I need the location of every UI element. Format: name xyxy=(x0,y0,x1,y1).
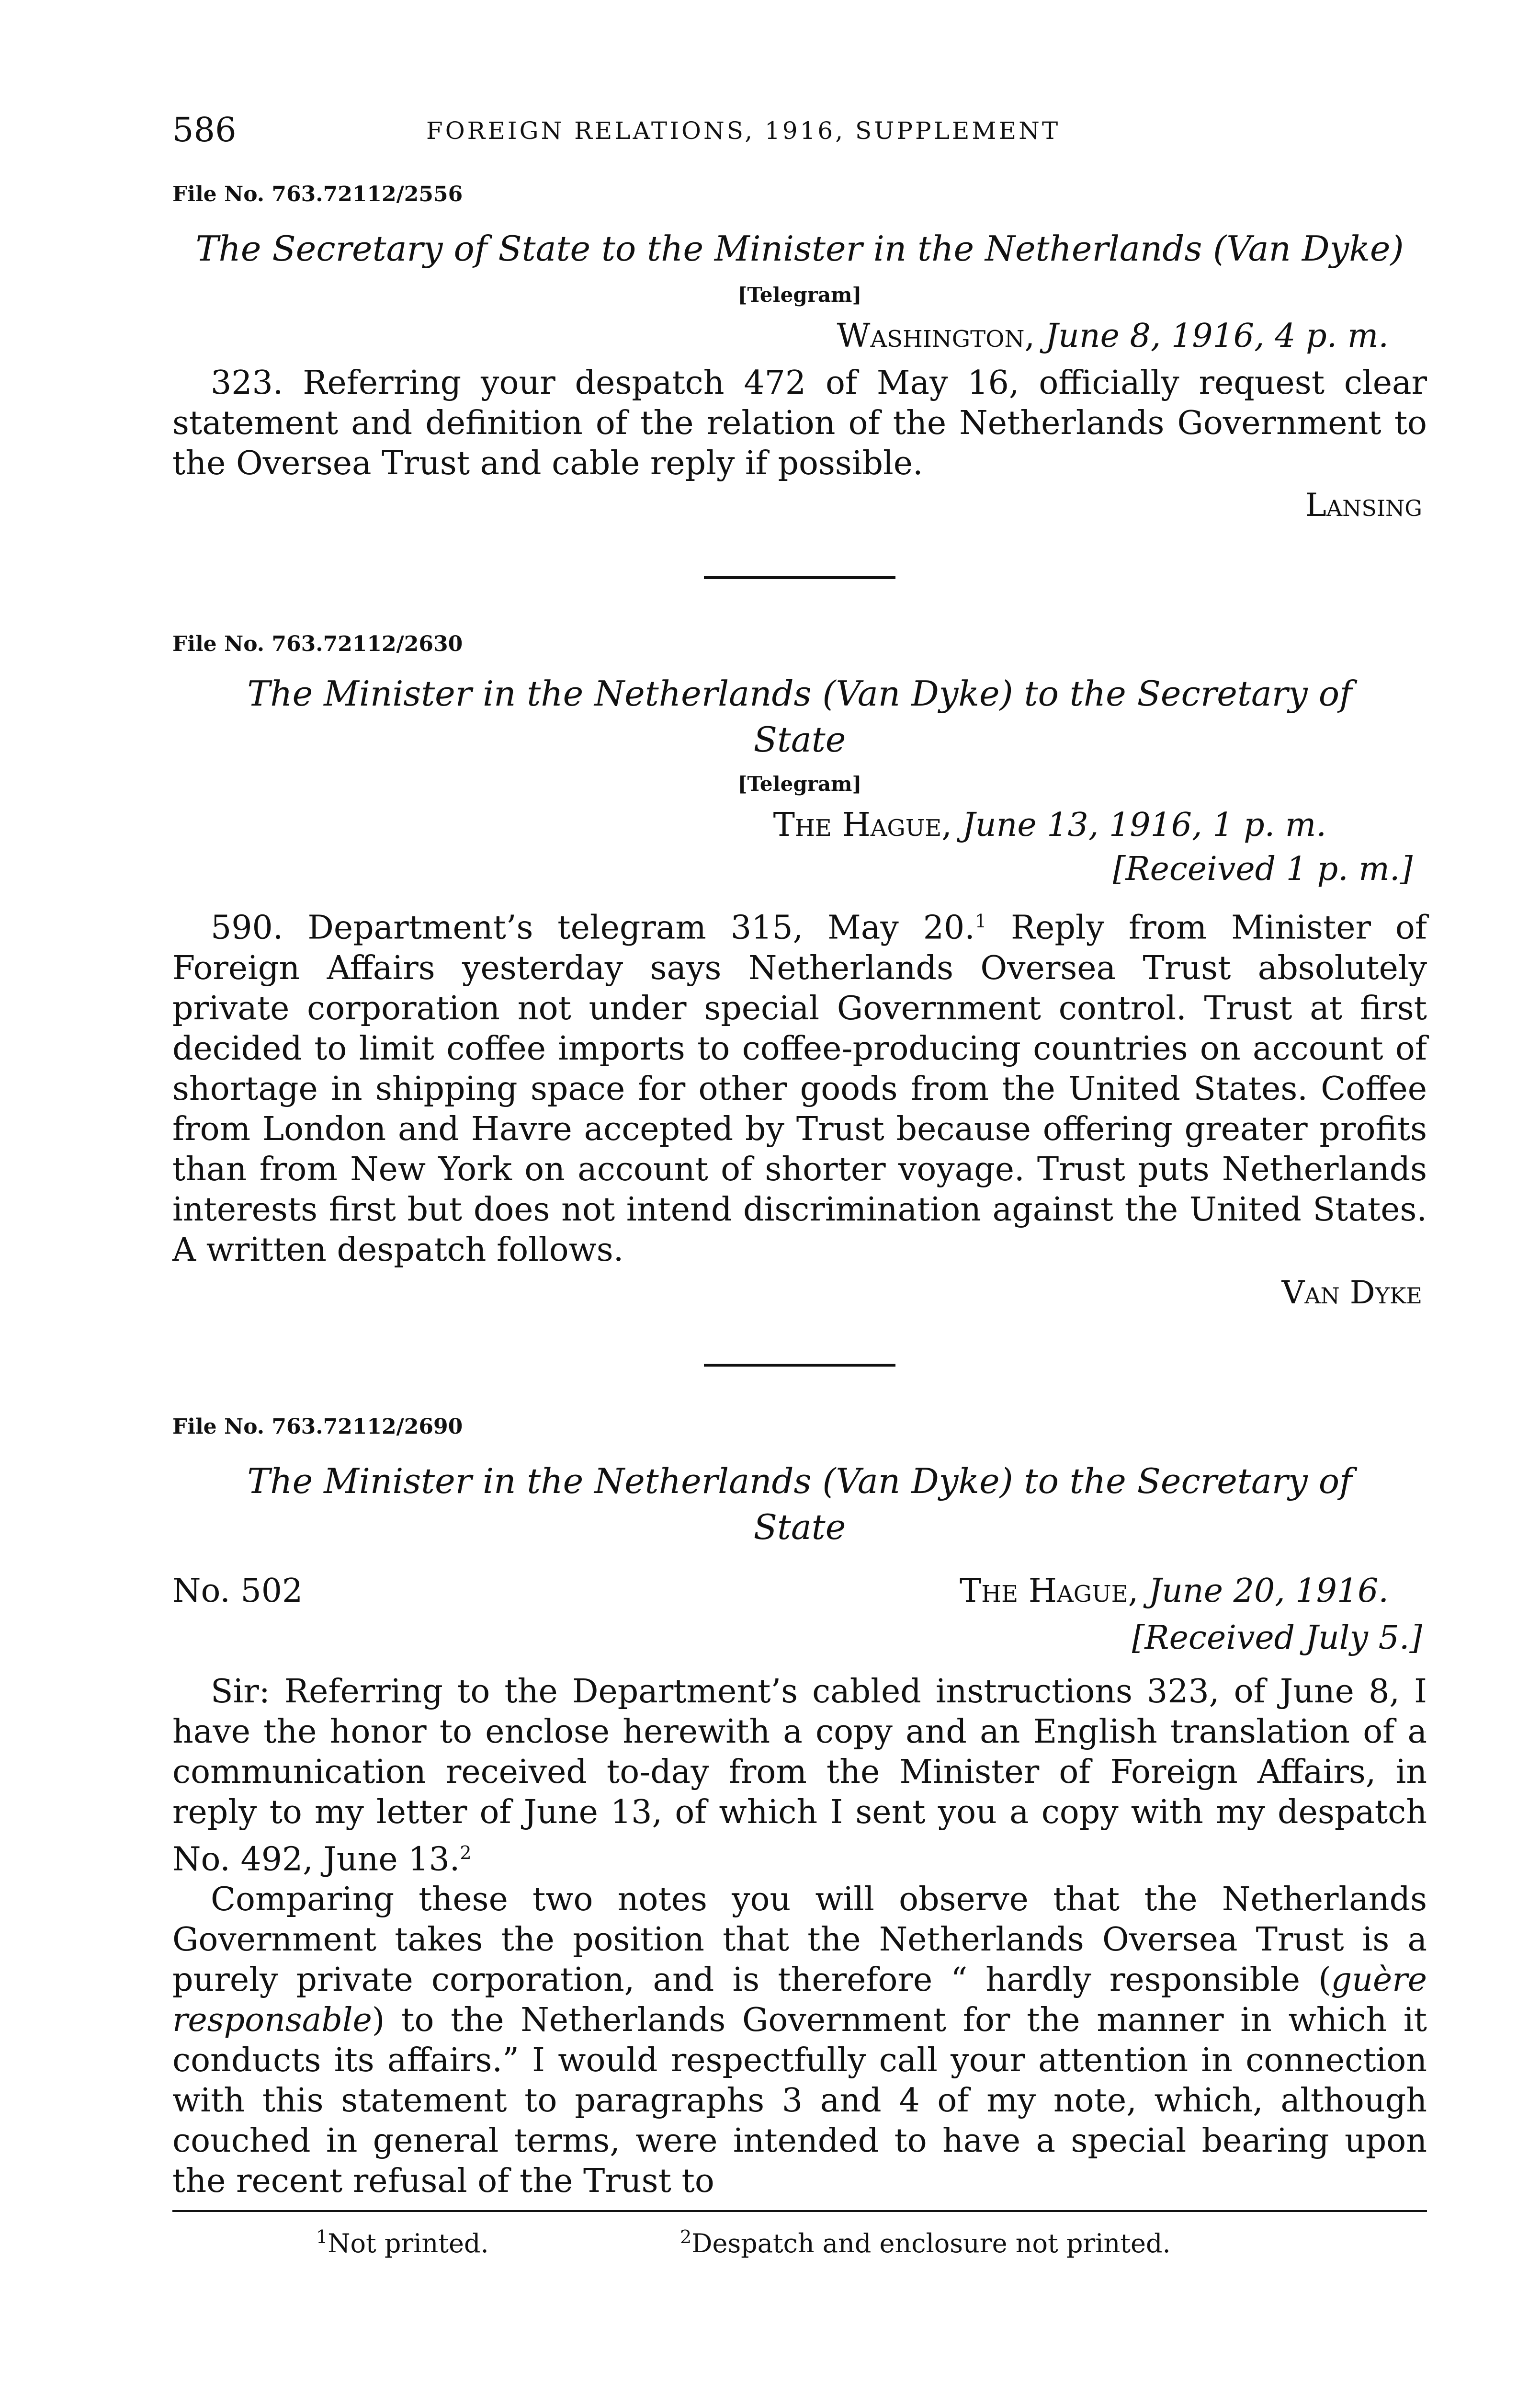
running-header xyxy=(172,110,1427,163)
running-title: FOREIGN RELATIONS, 1916, SUPPLEMENT xyxy=(426,117,1061,145)
signature: Lansing xyxy=(1305,487,1422,524)
footnote-text: Not printed. xyxy=(328,2228,489,2259)
message-body xyxy=(172,901,1427,1270)
document-1 xyxy=(172,182,1427,524)
date-place: The Hague, xyxy=(959,1572,1139,1610)
despatch-number-row xyxy=(172,1572,1427,1616)
body-text: Sir: Referring to the Department’s cabled instructions 323, of June 8, I have the honor to enclose herewith a copy and an English translation of a communication received to-day from the Minister of Foreign Affairs, in reply to my letter of June 13, of which I sent you a copy with my despatch No. 492, June 13. xyxy=(172,1672,1427,1879)
footnote-ref: 1 xyxy=(974,911,987,932)
body-text: Comparing these two notes you will observe that the Netherlands Government takes the position that the Netherlands Oversea Trust is a purely private corporation, and is therefore “ hardly responsible ( xyxy=(172,1881,1427,1999)
section-divider xyxy=(704,576,895,579)
date: June 13, 1916, 1 p. m. xyxy=(962,806,1326,844)
dateline xyxy=(172,803,1427,847)
file-number: File No. 763.72112/2630 xyxy=(172,632,463,656)
dateline xyxy=(172,314,1427,358)
document-heading xyxy=(172,1458,1427,1550)
heading-line-1: The Minister in the Netherlands (Van Dyke) to the Secretary of xyxy=(247,673,1352,714)
date-place: Washington, xyxy=(837,317,1035,355)
document-heading: The Secretary of State to the Minister in the Netherlands (Van Dyke) xyxy=(195,228,1404,269)
body-text: Reply from Minister of Foreign Affairs yesterday says Netherlands Oversea Trust absolutely private corporation not under special Government control. Trust at first decided to limit coffee imports to coffee-producing countries on account of shortage in shipping space for other goods from the United States. Coffee from London and Havre accepted by Trust because offering greater profits than from New York on account of shorter voyage. Trust puts Netherlands interests first but does not intend discrimination against the United States. A written despatch follows. xyxy=(172,909,1427,1269)
footnote-ref: 2 xyxy=(460,1842,472,1863)
telegram-label: [Telegram] xyxy=(737,283,862,307)
despatch-number: No. 502 xyxy=(172,1572,303,1610)
date-place: The Hague, xyxy=(773,806,952,844)
date: June 8, 1916, 4 p. m. xyxy=(1045,317,1389,355)
file-number: File No. 763.72112/2690 xyxy=(172,1414,463,1439)
footnote-mark: 2 xyxy=(680,2226,692,2248)
message-body: 323. Referring your despatch 472 of May 16, officially request clear statement and definition of the relation of the Netherlands Government to the Oversea Trust and cable reply if possible. xyxy=(172,364,1427,482)
document-2 xyxy=(172,632,1427,1311)
document-3 xyxy=(172,1414,1427,2202)
signature: Van Dyke xyxy=(1281,1274,1422,1311)
telegram-label: [Telegram] xyxy=(737,772,862,796)
footnote-mark: 1 xyxy=(316,2226,328,2248)
italic-phrase: guère responsable xyxy=(172,1961,1427,2040)
page-number: 586 xyxy=(172,110,237,149)
heading-line-1: The Minister in the Netherlands (Van Dyke) to the Secretary of xyxy=(247,1460,1352,1501)
letter-paragraph-1 xyxy=(172,1672,1427,1880)
body-text: ) to the Netherlands Government for the manner in which it conducts its affairs.” I would respectfully call your attention in connection with this statement to paragraphs 3 and 4 of my note, which, although couched in general terms, were intended to have a special bearing upon the recent refusal of the Trust to xyxy=(172,2001,1427,2201)
date: June 20, 1916. xyxy=(1148,1572,1389,1610)
document-page xyxy=(172,110,1427,2259)
footnotes xyxy=(172,2212,1427,2259)
letter-paragraph-2 xyxy=(172,1880,1427,2201)
dateline xyxy=(960,1572,1389,1610)
footnote-1 xyxy=(316,2226,489,2258)
heading-line-2: State xyxy=(753,1506,846,1547)
file-number: File No. 763.72112/2556 xyxy=(172,182,463,206)
received-note: [Received 1 p. m.] xyxy=(1112,850,1413,888)
received-note: [Received July 5.] xyxy=(1132,1619,1422,1657)
footnote-2 xyxy=(680,2226,1171,2258)
footnote-text: Despatch and enclosure not printed. xyxy=(691,2228,1171,2259)
heading-line-2: State xyxy=(753,719,846,760)
document-heading xyxy=(172,671,1427,763)
section-divider xyxy=(704,1364,895,1367)
body-text: 590. Department’s telegram 315, May 20. xyxy=(211,909,975,947)
